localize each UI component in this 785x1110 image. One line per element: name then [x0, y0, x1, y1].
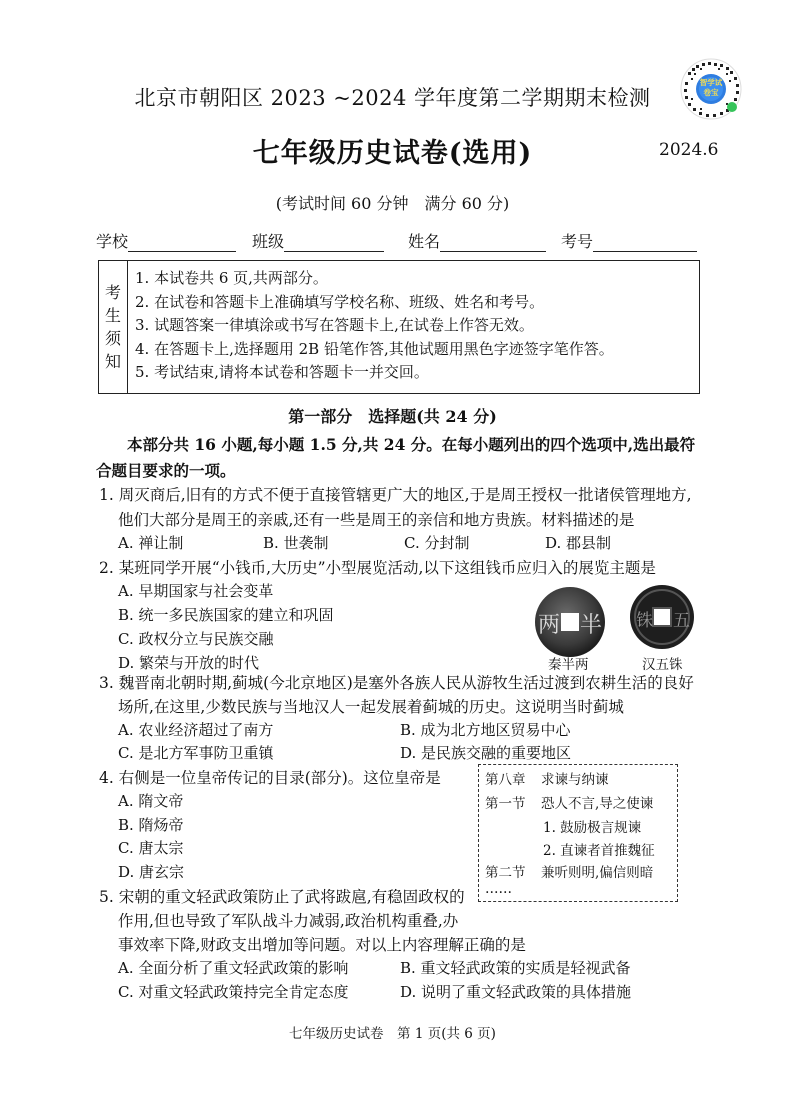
- toc-item2: 2. 直谏者首推魏征: [543, 843, 655, 859]
- q4-option-a[interactable]: A. 隋文帝: [118, 792, 184, 810]
- q3-option-c[interactable]: C. 是北方军事防卫重镇: [118, 744, 274, 762]
- notice-item: 4. 在答题卡上,选择题用 2B 铅笔作答,其他试题用黑色字迹签字笔作答。: [135, 339, 614, 358]
- q3-stem-line1: 3. 魏晋南北朝时期,蓟城(今北京地区)是塞外各族人民从游牧生活过渡到农耕生活的良好: [99, 674, 694, 692]
- name-field[interactable]: [408, 229, 561, 252]
- notice-label-char: 须: [104, 329, 121, 348]
- notice-label: [99, 261, 128, 393]
- biography-toc-box: [478, 764, 678, 902]
- q1-option-a[interactable]: A. 禅让制: [118, 534, 184, 552]
- toc-ellipsis: ……: [485, 881, 512, 897]
- toc-section2-title: 兼听则明,偏信则暗: [541, 865, 654, 881]
- q5-stem-line3: 事效率下降,财政支出增加等问题。对以上内容理解正确的是: [118, 936, 526, 954]
- exam-number-label: 考号: [561, 232, 594, 251]
- coin2-char-right: 五: [673, 611, 690, 631]
- notice-list: [135, 267, 614, 385]
- student-info-line: [96, 229, 700, 252]
- coin-caption-han: 汉五铢: [642, 657, 683, 673]
- name-label: 姓名: [408, 232, 441, 251]
- notice-item: 2. 在试卷和答题卡上准确填写学校名称、班级、姓名和考号。: [135, 292, 545, 311]
- q4-option-c[interactable]: C. 唐太宗: [118, 839, 184, 857]
- page-footer: 七年级历史试卷 第 1 页(共 6 页): [289, 1026, 496, 1042]
- coin1-char-left: 两: [538, 613, 561, 638]
- class-field[interactable]: [252, 229, 408, 252]
- notice-item: 3. 试题答案一律填涂或书写在答题卡上,在试卷上作答无效。: [135, 316, 534, 334]
- q2-stem: 2. 某班同学开展“小钱币,大历史”小型展览活动,以下这组钱币应归入的展览主题是: [99, 559, 656, 577]
- q4-stem: 4. 右侧是一位皇帝传记的目录(部分)。这位皇帝是: [99, 769, 441, 787]
- q1-stem-line1: 1. 周灭商后,旧有的方式不便于直接管辖更广大的地区,于是周王授权一批诸侯管理地方,: [99, 486, 692, 504]
- name-blank[interactable]: [440, 234, 546, 252]
- class-blank[interactable]: [284, 234, 384, 252]
- paper-title: 七年级历史试卷(选用): [252, 138, 533, 169]
- exam-date: 2024.6: [659, 140, 719, 160]
- coin-qin-banliang: [534, 586, 606, 658]
- coin-han-wuzhu: [629, 584, 695, 650]
- q1-stem-line2: 他们大部分是周王的亲戚,还有一些是周王的亲信和地方贵族。材料描述的是: [118, 511, 635, 529]
- toc-section1-title: 恐人不言,导之使谏: [541, 796, 654, 812]
- notice-label-char: 知: [104, 352, 121, 371]
- qr-label: 智学试卷宝: [699, 78, 723, 97]
- toc-section1-label: 第一节: [485, 796, 526, 812]
- candidate-notice-box: [98, 260, 700, 394]
- q2-option-d[interactable]: D. 繁荣与开放的时代: [118, 654, 260, 672]
- exam-number-blank[interactable]: [593, 234, 697, 252]
- notice-label-char: 考: [104, 283, 121, 302]
- notice-item: 5. 考试结束,请将本试卷和答题卡一并交回。: [135, 363, 429, 381]
- q3-option-b[interactable]: B. 成为北方地区贸易中心: [400, 721, 571, 739]
- class-label: 班级: [252, 232, 285, 251]
- q2-option-c[interactable]: C. 政权分立与民族交融: [118, 630, 274, 648]
- q5-option-a[interactable]: A. 全面分析了重文轻武政策的影响: [118, 959, 349, 977]
- q1-option-d[interactable]: D. 郡县制: [545, 534, 612, 552]
- toc-chapter-label: 第八章: [485, 772, 526, 788]
- coin-caption-qin: 秦半两: [548, 657, 589, 673]
- notice-label-char: 生: [104, 306, 121, 325]
- q2-option-b[interactable]: B. 统一多民族国家的建立和巩固: [118, 606, 334, 624]
- q3-option-d[interactable]: D. 是民族交融的重要地区: [400, 744, 572, 762]
- exam-time-note: (考试时间 60 分钟 满分 60 分): [275, 194, 510, 213]
- q4-option-d[interactable]: D. 唐玄宗: [118, 863, 185, 881]
- school-field[interactable]: [96, 229, 252, 252]
- notice-item: 1. 本试卷共 6 页,共两部分。: [135, 269, 328, 287]
- school-label: 学校: [96, 232, 129, 251]
- toc-chapter-title: 求谏与纳谏: [541, 772, 609, 788]
- exam-title: 北京市朝阳区 2023 ~2024 学年度第二学期期末检测: [134, 86, 651, 110]
- exam-number-field[interactable]: [561, 229, 700, 252]
- q5-stem-line2: 作用,但也导致了军队战斗力减弱,政治机构重叠,办: [118, 912, 459, 930]
- toc-section2-label: 第二节: [485, 865, 526, 881]
- q4-option-b[interactable]: B. 隋炀帝: [118, 816, 184, 834]
- q2-option-a[interactable]: A. 早期国家与社会变革: [118, 582, 274, 600]
- q5-option-b[interactable]: B. 重文轻武政策的实质是轻视武备: [400, 959, 631, 977]
- coin2-char-left: 铢: [636, 611, 653, 631]
- school-blank[interactable]: [128, 234, 236, 252]
- toc-item1: 1. 鼓励极言规谏: [543, 820, 642, 836]
- q5-option-d[interactable]: D. 说明了重文轻武政策的具体措施: [400, 983, 632, 1001]
- q3-option-a[interactable]: A. 农业经济超过了南方: [118, 721, 274, 739]
- q3-stem-line2: 场所,在这里,少数民族与当地汉人一起发展着蓟城的历史。这说明当时蓟城: [118, 698, 624, 716]
- q5-option-c[interactable]: C. 对重文轻武政策持完全肯定态度: [118, 983, 349, 1001]
- section-intro: 本部分共 16 小题,每小题 1.5 分,共 24 分。在每小题列出的四个选项中,选出最符合题目要求的一项。: [96, 435, 696, 480]
- coin1-char-right: 半: [580, 613, 603, 638]
- q5-stem-line1: 5. 宋朝的重文轻武政策防止了武将跋扈,有稳固政权的: [99, 888, 465, 906]
- q1-option-b[interactable]: B. 世袭制: [263, 534, 329, 552]
- q1-option-c[interactable]: C. 分封制: [404, 534, 470, 552]
- section-title: 第一部分 选择题(共 24 分): [288, 407, 497, 426]
